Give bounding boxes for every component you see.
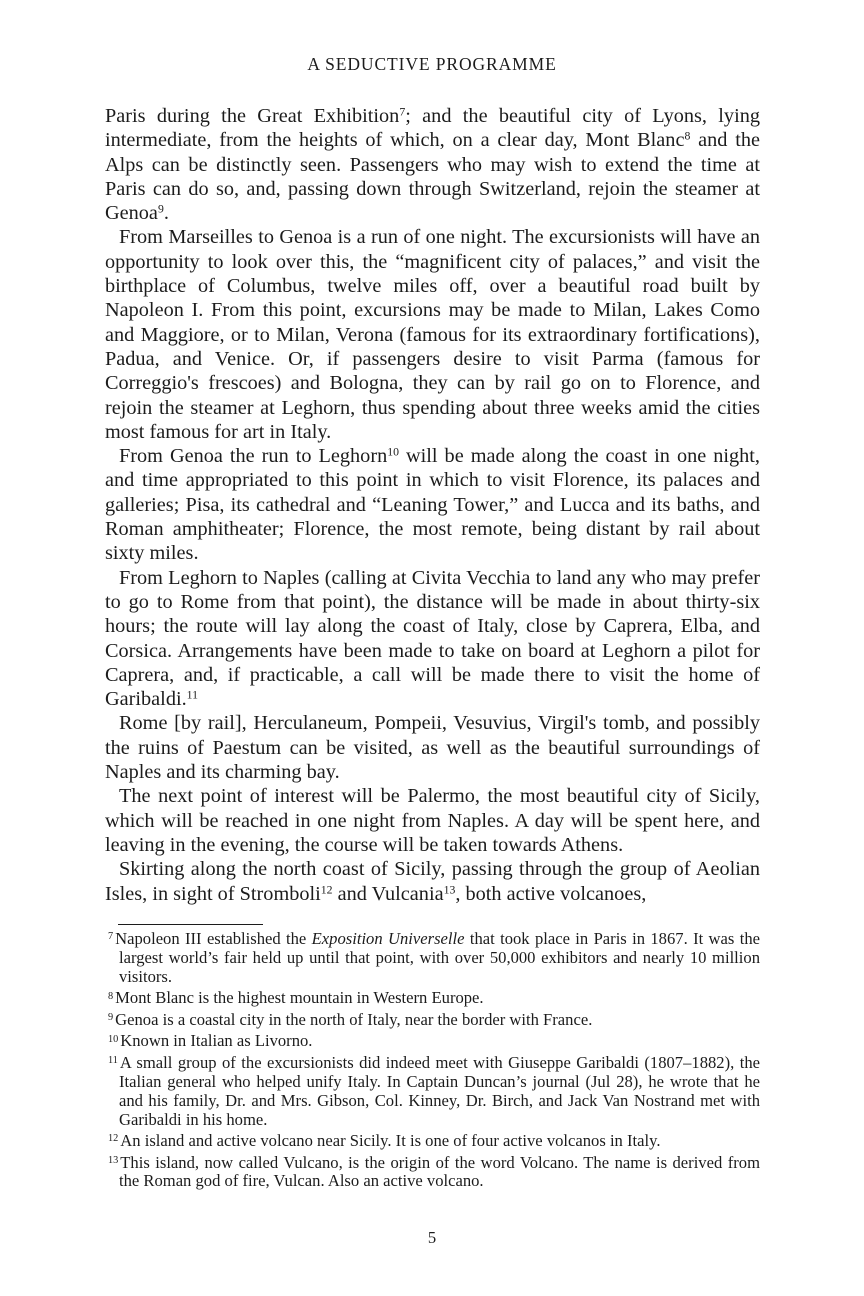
footnote-number: 11: [108, 1055, 118, 1067]
italic-text: Exposition Universelle: [311, 929, 465, 948]
footnote-number: 8: [108, 990, 114, 1002]
text-run: and Vulcania: [332, 882, 444, 905]
footnote-ref: 10: [387, 445, 399, 459]
text-run: A small group of the excursionists did indeed meet with Giuseppe Garibaldi (1807–1882), the Italian general who helped unify Italy. In Captain Duncan’s journal (Jul 28), he wrote that he and his family, Dr. and Mrs. Gibson, Col. Kinney, Dr. Birch, and Jack Van Nostrand met with Garibaldi in his home.: [119, 1052, 760, 1129]
footnote-ref: 13: [443, 883, 456, 897]
footnote-ref: 8: [684, 129, 691, 143]
text-run: An island and active volcano near Sicily. It is one of four active volcanos in Italy.: [120, 1131, 661, 1151]
text-run: will be made along the coast in one night, and time appropriated to this point in which to visit Florence, its palaces and galleries; Pisa, its cathedral and “Leaning Tower,” and Lucca and its baths, and Roman amphitheater; Florence, the most remote, being distant by rail about sixty miles.: [105, 445, 760, 565]
paragraph: [105, 784, 760, 857]
text-run: The next point of interest will be Palermo, the most beautiful city of Sicily, which will be reached in one night from Naples. A day will be spent here, and leaving in the evening, the course will be taken towards Athens.: [105, 785, 760, 856]
footnote-number: 10: [108, 1033, 119, 1045]
text-run: Napoleon III established the: [115, 929, 312, 948]
text-run: Mont Blanc is the highest mountain in Western Europe.: [115, 988, 484, 1008]
paragraph: [105, 857, 760, 906]
footnote: [105, 1011, 760, 1030]
footnote-ref: 7: [399, 105, 406, 119]
text-run: that took place in Paris in 1867. It was the largest world’s fair held up until that point, with over 50,000 exhibitors and nearly 10 million visitors.: [119, 929, 760, 986]
footnote: [105, 930, 760, 987]
text-run: Genoa is a coastal city in the north of Italy, near the border with France.: [115, 1009, 593, 1029]
footnote-ref: 9: [157, 202, 164, 216]
footnote: [105, 1154, 760, 1192]
text-run: Skirting along the north coast of Sicily, passing through the group of Aeolian Isles, in sight of Stromboli: [105, 858, 760, 905]
text-run: From Leghorn to Naples (calling at Civita Vecchia to land any who may prefer to go to Rome from that point), the distance will be made in about thirty-six hours; the route will lay along the coast of Italy, close by Caprera, Elba, and Corsica. Arrangements have been made to take on board at Leghorn a pilot for Caprera, and, if practicable, a call will be made there to visit the home of Garibaldi.: [105, 566, 760, 711]
text-run: From Genoa the run to Leghorn: [119, 445, 388, 468]
footnote: [105, 989, 760, 1008]
footnote: [105, 1054, 760, 1130]
footnote-number: 13: [108, 1154, 119, 1166]
paragraph: [105, 566, 760, 712]
text-run: From Marseilles to Genoa is a run of one night. The excursionists will have an opportunity to look over this, the “magnificent city of palaces,” and visit the birthplace of Columbus, twelve miles off, over a beautiful road built by Napoleon I. From this point, excursions may be made to Milan, Lakes Como and Maggiore, or to Milan, Verona (famous for its extraordinary fortifications), Padua, and Venice. Or, if passengers desire to visit Parma (famous for Correggio's frescoes) and Bologna, they can by rail go on to Florence, and rejoin the steamer at Leghorn, thus spending about three weeks amid the cities most famous for art in Italy.: [105, 226, 760, 443]
paragraph: [105, 444, 760, 565]
paragraph: [105, 104, 760, 225]
page-number: 5: [427, 1228, 437, 1247]
text-run: This island, now called Vulcano, is the origin of the word Volcano. The name is derived from the Roman god of fire, Vulcan. Also an active volcano.: [119, 1152, 760, 1191]
footnote: [105, 1032, 760, 1051]
footnote-ref: 12: [320, 883, 333, 897]
text-run: Known in Italian as Livorno.: [120, 1031, 313, 1051]
paragraph: [105, 225, 760, 444]
text-run: Paris during the Great Exhibition: [105, 105, 400, 127]
footnote-number: 7: [108, 931, 114, 943]
footnotes: [105, 930, 760, 1194]
footnote-number: 9: [108, 1012, 114, 1024]
text-run: and the Alps can be distinctly seen. Passengers who may wish to extend the time at Paris can do so, and, passing down through Switzerland, rejoin the steamer at Genoa: [105, 129, 760, 225]
text-run: ; and the beautiful city of Lyons, lying intermediate, from the heights of which, on a clear day, Mont Blanc: [105, 105, 760, 152]
text-run: , both active volcanoes,: [455, 882, 647, 905]
footnote-ref: 11: [186, 688, 199, 702]
running-head: A SEDUCTIVE PROGRAMME: [307, 54, 557, 74]
footnote-rule: [118, 924, 263, 925]
body-text: [105, 104, 760, 906]
text-run: .: [163, 202, 169, 225]
text-run: Rome [by rail], Herculaneum, Pompeii, Vesuvius, Virgil's tomb, and possibly the ruins of Paestum can be visited, as well as the beautiful surroundings of Naples and its charming bay.: [105, 712, 760, 784]
footnote-number: 12: [108, 1133, 119, 1145]
footnote: [105, 1132, 760, 1151]
paragraph: [105, 711, 760, 784]
